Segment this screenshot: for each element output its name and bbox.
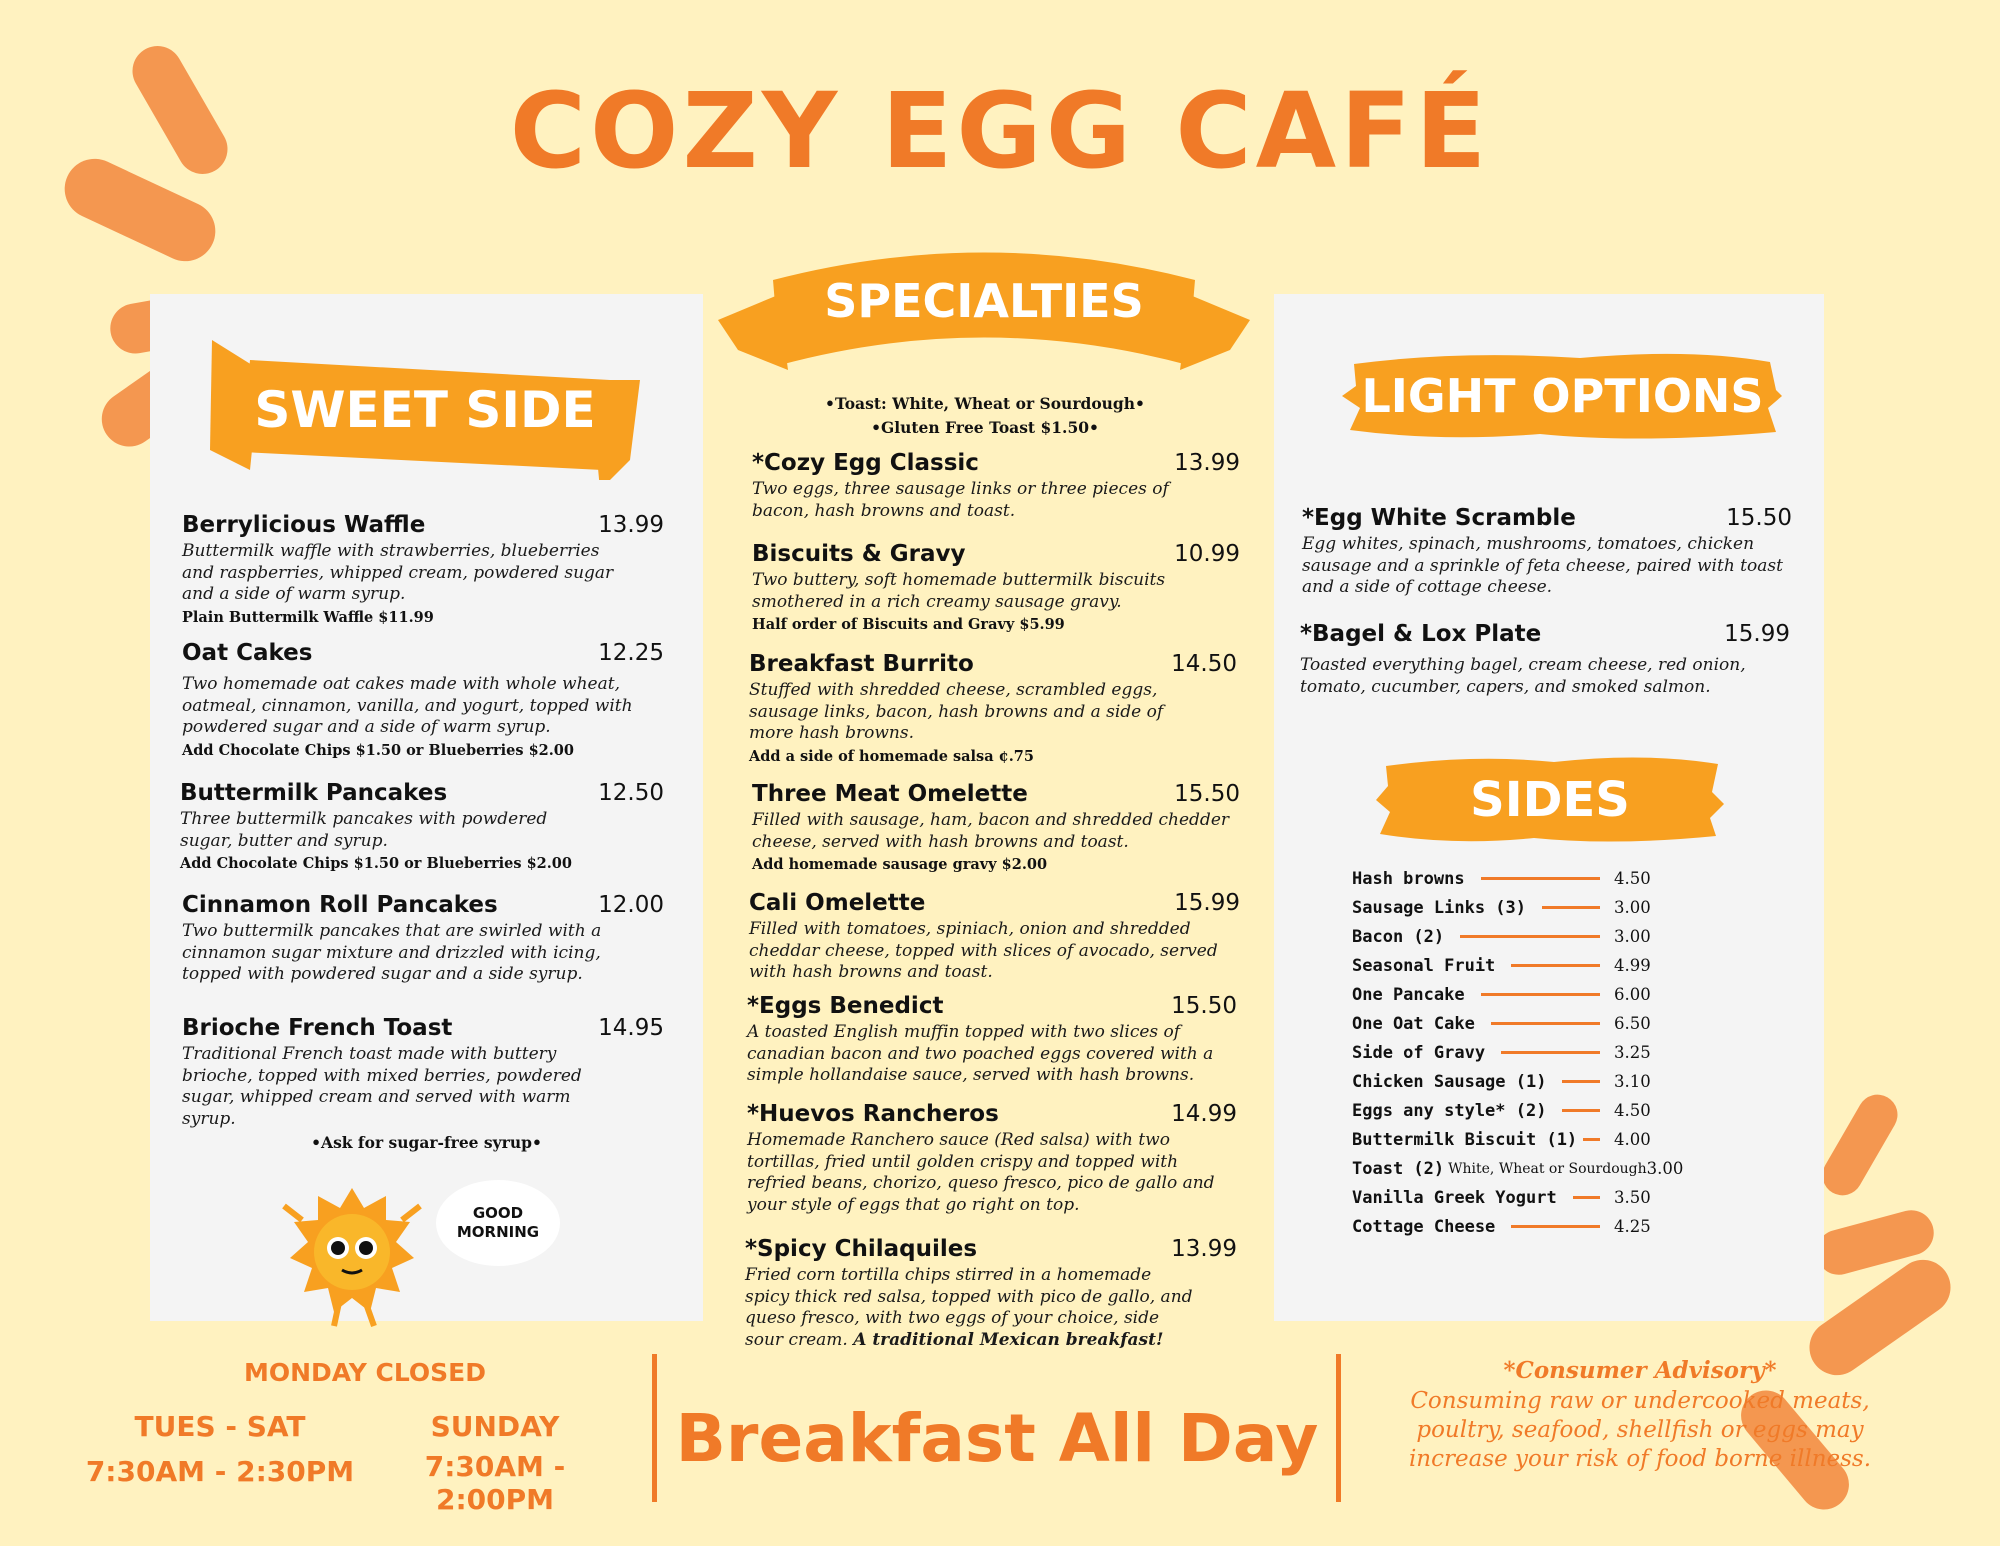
sides-banner: [1374, 752, 1726, 848]
side-price: 4.99: [1614, 956, 1651, 975]
side-row: [1352, 1009, 1662, 1038]
side-row: [1352, 864, 1662, 893]
side-price: 6.50: [1614, 1014, 1651, 1033]
item-name: Cinnamon Roll Pancakes: [182, 892, 498, 918]
side-price: 4.00: [1614, 1130, 1651, 1149]
menu-item: [182, 1015, 664, 1130]
side-price: 4.25: [1614, 1217, 1651, 1236]
decorative-stroke: [1815, 1087, 1905, 1202]
side-name: Sausage Links (3): [1352, 897, 1526, 918]
menu-item: [1300, 621, 1790, 698]
side-row: [1352, 1067, 1662, 1096]
side-price: 3.10: [1614, 1072, 1651, 1091]
item-name: *Spicy Chilaquiles: [745, 1236, 978, 1262]
item-price: 13.99: [1171, 1236, 1237, 1262]
side-name: Chicken Sausage (1): [1352, 1071, 1547, 1092]
side-row: [1352, 1183, 1662, 1212]
item-price: 14.50: [1171, 651, 1237, 677]
item-price: 15.99: [1724, 621, 1790, 647]
item-note: Add a side of homemade salsa ¢.75: [749, 747, 1034, 765]
monday-closed: MONDAY CLOSED: [243, 1358, 487, 1387]
item-price: 13.99: [1174, 450, 1240, 476]
item-note: Add Chocolate Chips $1.50 or Blueberries $2.00: [180, 855, 572, 872]
item-name: Biscuits & Gravy: [752, 541, 966, 567]
sun-mascot-icon: [282, 1180, 422, 1330]
item-description: Egg whites, spinach, mushrooms, tomatoes, chicken sausage and a sprinkle of feta cheese, paired with toast and a side of cottage cheese.: [1302, 534, 1783, 597]
side-name: Hash browns: [1352, 868, 1465, 889]
side-name: Buttermilk Biscuit (1): [1352, 1129, 1578, 1150]
sides-list: [1352, 864, 1684, 1241]
item-name: *Eggs Benedict: [747, 993, 944, 1019]
advisory-text: Consuming raw or undercooked meats, poultry, seafood, shellfish or eggs may increase your risk of food borne illness.: [1408, 1388, 1872, 1472]
item-name: Three Meat Omelette: [752, 781, 1028, 807]
side-price: 4.50: [1614, 1101, 1651, 1120]
item-note: Add homemade sausage gravy $2.00: [752, 856, 1048, 873]
side-row: [1352, 1125, 1662, 1154]
advisory-title: *Consumer Advisory*: [1503, 1357, 1777, 1384]
menu-item: [182, 512, 664, 626]
tues-sat-label: TUES - SAT: [134, 1410, 306, 1443]
item-price: 12.00: [598, 892, 664, 918]
tues-sat-hours: 7:30AM - 2:30PM: [85, 1455, 355, 1488]
sunday-hours: 7:30AM - 2:00PM: [424, 1450, 566, 1516]
sugar-free-note: •Ask for sugar-free syrup•: [311, 1133, 542, 1152]
side-row: [1352, 1212, 1662, 1241]
item-note: Plain Buttermilk Waffle $11.99: [182, 608, 434, 626]
menu-item: [752, 541, 1240, 633]
side-row: [1352, 1096, 1662, 1125]
leader-line: [1511, 1225, 1600, 1228]
sweet-side-banner: [210, 340, 640, 480]
menu-item: [745, 1236, 1237, 1351]
item-price: 10.99: [1174, 541, 1240, 567]
leader-line: [1501, 1051, 1600, 1054]
side-row: [1352, 951, 1662, 980]
side-price: 3.00: [1614, 898, 1651, 917]
item-description: Three buttermilk pancakes with powdered sugar, butter and syrup.: [180, 809, 548, 851]
item-price: 13.99: [598, 512, 664, 538]
item-name: *Cozy Egg Classic: [752, 450, 979, 476]
item-description: [745, 1265, 1237, 1351]
item-description: Two homemade oat cakes made with whole wheat, oatmeal, cinnamon, vanilla, and yogurt, topped with powdered sugar and a side of warm syrup.: [182, 674, 633, 737]
toast-note: •Toast: White, Wheat or Sourdough•: [825, 394, 1145, 413]
leader-line: [1460, 935, 1600, 938]
item-name: *Egg White Scramble: [1302, 505, 1576, 531]
side-price: 3.50: [1614, 1188, 1651, 1207]
item-price: 14.95: [598, 1015, 664, 1041]
side-name: One Pancake: [1352, 984, 1465, 1005]
gluten-note: •Gluten Free Toast $1.50•: [871, 418, 1099, 437]
item-description-text: Fried corn tortilla chips stirred in a homemade spicy thick red salsa, topped with pico de gallo, and queso fresco, with two eggs of your choice, side sour cream.: [745, 1265, 1193, 1350]
sweet-side-title: SWEET SIDE: [254, 381, 596, 439]
specialties-banner: [718, 240, 1250, 390]
item-name: Brioche French Toast: [182, 1015, 453, 1041]
side-row: [1352, 1038, 1662, 1067]
side-note: White, Wheat or Sourdough: [1448, 1160, 1647, 1177]
menu-item: [747, 993, 1237, 1087]
leader-line: [1542, 906, 1600, 909]
consumer-advisory: [1370, 1356, 1910, 1474]
side-name: Toast (2): [1352, 1158, 1445, 1179]
side-row: [1352, 1154, 1684, 1183]
divider: [1336, 1354, 1341, 1502]
side-row: [1352, 893, 1662, 922]
leader-line: [1481, 993, 1600, 996]
side-name: Bacon (2): [1352, 926, 1445, 947]
item-description-highlight: A traditional Mexican breakfast!: [853, 1329, 1164, 1350]
item-price: 12.25: [598, 640, 664, 666]
menu-item: [1302, 505, 1792, 599]
side-name: Eggs any style* (2): [1352, 1100, 1547, 1121]
side-name: One Oat Cake: [1352, 1013, 1475, 1034]
item-description: Traditional French toast made with buttery brioche, topped with mixed berries, powdered sugar, whipped cream and served with warm syrup.: [182, 1044, 582, 1129]
bubble-line: MORNING: [456, 1223, 540, 1241]
menu-item: [182, 640, 664, 759]
leader-line: [1583, 1138, 1600, 1141]
item-description: A toasted English muffin topped with two slices of canadian bacon and two poached eggs covered with a simple hollandaise sauce, served with hash browns.: [747, 1022, 1214, 1085]
item-name: Breakfast Burrito: [749, 651, 974, 677]
item-name: Buttermilk Pancakes: [180, 780, 448, 806]
item-description: Two eggs, three sausage links or three pieces of bacon, hash browns and toast.: [752, 479, 1169, 521]
item-description: Buttermilk waffle with strawberries, blueberries and raspberries, whipped cream, powdered sugar and a side of warm syrup.: [182, 541, 614, 604]
menu-item: [752, 781, 1240, 873]
item-note: Add Chocolate Chips $1.50 or Blueberries $2.00: [182, 741, 574, 759]
item-price: 15.50: [1726, 505, 1792, 531]
side-price: 3.25: [1614, 1043, 1651, 1062]
item-description: Two buttery, soft homemade buttermilk biscuits smothered in a rich creamy sausage gravy.: [752, 570, 1166, 612]
leader-line: [1481, 877, 1600, 880]
item-description: Filled with sausage, ham, bacon and shredded chedder cheese, served with hash browns and toast.: [752, 810, 1230, 852]
menu-item: [180, 780, 664, 872]
bubble-line: GOOD: [472, 1204, 524, 1222]
light-options-banner: [1340, 346, 1785, 446]
item-description: Homemade Ranchero sauce (Red salsa) with two tortillas, fried until golden crispy and topped with refried beans, chorizo, queso fresco, pico de gallo and your style of eggs that go right on top.: [747, 1130, 1215, 1215]
menu-item: [749, 651, 1237, 765]
cafe-title: COZY EGG CAFÉ: [509, 70, 1491, 192]
side-name: Cottage Cheese: [1352, 1216, 1496, 1237]
item-price: 14.99: [1171, 1101, 1237, 1127]
item-price: 15.50: [1174, 781, 1240, 807]
menu-item: [749, 890, 1240, 984]
leader-line: [1511, 964, 1600, 967]
light-options-title: LIGHT OPTIONS: [1361, 369, 1764, 423]
side-price: 3.00: [1614, 927, 1651, 946]
item-name: *Bagel & Lox Plate: [1300, 621, 1542, 647]
item-note: Half order of Biscuits and Gravy $5.99: [752, 616, 1065, 633]
side-name: Seasonal Fruit: [1352, 955, 1496, 976]
menu-item: [182, 892, 664, 986]
item-description: Two buttermilk pancakes that are swirled with a cinnamon sugar mixture and drizzled with icing, topped with powdered sugar and a side syrup.: [182, 921, 602, 984]
item-description: Stuffed with shredded cheese, scrambled eggs, sausage links, bacon, hash browns and a side of more hash browns.: [749, 680, 1164, 743]
item-name: *Huevos Rancheros: [747, 1101, 999, 1127]
leader-line: [1562, 1080, 1600, 1083]
speech-bubble: [436, 1180, 560, 1266]
side-price: 3.00: [1646, 1159, 1684, 1178]
side-price: 4.50: [1614, 869, 1651, 888]
item-description: Toasted everything bagel, cream cheese, red onion, tomato, cucumber, capers, and smoked salmon.: [1300, 655, 1746, 697]
sides-title: SIDES: [1470, 772, 1630, 828]
item-price: 12.50: [598, 780, 664, 806]
item-price: 15.50: [1171, 993, 1237, 1019]
item-name: Berrylicious Waffle: [182, 512, 426, 538]
item-name: Oat Cakes: [182, 640, 313, 666]
side-name: Vanilla Greek Yogurt: [1352, 1187, 1557, 1208]
side-row: [1352, 922, 1662, 951]
breakfast-all-day: Breakfast All Day: [675, 1400, 1319, 1477]
item-price: 15.99: [1174, 890, 1240, 916]
leader-line: [1491, 1022, 1600, 1025]
sunday-label: SUNDAY: [430, 1410, 560, 1443]
side-row: [1352, 980, 1662, 1009]
item-description: Filled with tomatoes, spiniach, onion and shredded cheddar cheese, topped with slices of avocado, served with hash browns and toast.: [749, 919, 1218, 982]
specialties-title: SPECIALTIES: [824, 274, 1144, 328]
side-name: Side of Gravy: [1352, 1042, 1486, 1063]
menu-item: [747, 1101, 1237, 1216]
leader-line: [1573, 1196, 1600, 1199]
divider: [652, 1354, 657, 1502]
menu-item: [752, 450, 1240, 522]
item-name: Cali Omelette: [749, 890, 926, 916]
leader-line: [1562, 1109, 1600, 1112]
side-price: 6.00: [1614, 985, 1651, 1004]
